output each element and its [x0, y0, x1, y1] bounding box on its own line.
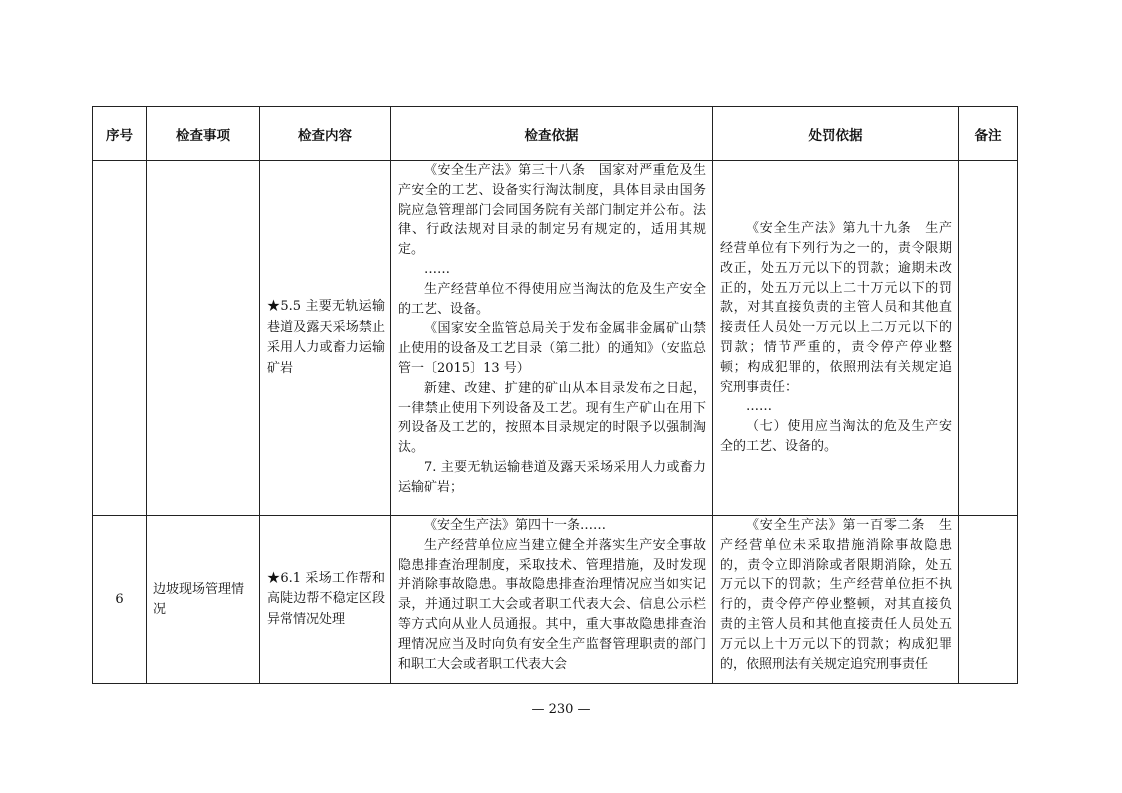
- penalty-paragraph: （七）使用应当淘汰的危及生产安全的工艺、设备的。: [720, 419, 952, 454]
- penalty-paragraph: 《安全生产法》第一百零二条 生产经营单位未采取措施消除事故隐患的，责令立即消除或者限期消除，处五万元以下的罚款；生产经营单位拒不执行的，责令停产停业整顿，对其直接负责的主管人员和其他直接责任人员处五万元以上十万元以下的罚款；构成犯罪的，依照刑法有关规定追究刑事责任: [720, 518, 952, 672]
- penalty-paragraph: 《安全生产法》第九十九条 生产经营单位有下列行为之一的，责令限期改正，处五万元以下的罚款；逾期未改正的，处五万元以上二十万元以下的罚款，对其直接负责的主管人员和其他直接责任人员处一万元以上二万元以下的罚款；情节严重的，责令停产停业整顿；构成犯罪的，依照刑法有关规定追究刑事责任：: [720, 221, 952, 395]
- cell-basis: [391, 161, 713, 516]
- cell-content: [260, 161, 391, 516]
- header-content: 检查内容: [260, 107, 391, 161]
- page-number: — 230 —: [531, 702, 591, 717]
- content-text: ★5.5 主要无轨运输巷道及露天采场禁止采用人力或畜力运输矿岩: [267, 299, 385, 376]
- basis-paragraph: 生产经营单位应当建立健全并落实生产安全事故隐患排查治理制度，采取技术、管理措施，及时发现并消除事故隐患。事故隐患排查治理情况应当如实记录，并通过职工大会或者职工代表大会、信息公示栏等方式向从业人员通报。其中，重大事故隐患排查治理情况应当及时向负有安全生产监督管理职责的部门和职工大会或者职工代表大会: [398, 537, 706, 672]
- cell-penalty: [713, 161, 959, 516]
- penalty-paragraph: ……: [746, 399, 772, 415]
- basis-paragraph: 生产经营单位不得使用应当淘汰的危及生产安全的工艺、设备。: [398, 281, 706, 317]
- cell-content: [260, 516, 391, 684]
- cell-penalty: [713, 516, 959, 684]
- table-row: [93, 516, 1018, 684]
- basis-paragraph: 《安全生产法》第四十一条……: [424, 518, 607, 533]
- table-header-row: [93, 107, 1018, 161]
- content-text: ★6.1 采场工作帮和高陡边帮不稳定区段异常情况处理: [267, 570, 385, 627]
- header-penalty: 处罚依据: [713, 107, 959, 161]
- cell-seq: [93, 161, 147, 516]
- basis-paragraph: 7. 主要无轨运输巷道及露天采场采用人力或畜力运输矿岩；: [398, 459, 706, 495]
- cell-seq: 6: [93, 516, 147, 684]
- cell-basis: [391, 516, 713, 684]
- basis-paragraph: ……: [424, 261, 450, 277]
- header-item: 检查事项: [147, 107, 260, 161]
- basis-paragraph: 《安全生产法》第三十八条 国家对严重危及生产安全的工艺、设备实行淘汰制度，具体目录由国务院应急管理部门会同国务院有关部门制定并公布。法律、行政法规对目录的制定另有规定的，适用其规定。: [398, 163, 706, 258]
- inspection-table: [92, 106, 1018, 684]
- cell-note: [959, 161, 1018, 516]
- basis-paragraph: 新建、改建、扩建的矿山从本目录发布之日起，一律禁止使用下列设备及工艺。现有生产矿山在用下列设备及工艺的，按照本目录规定的时限予以强制淘汰。: [398, 380, 706, 456]
- basis-paragraph: 《国家安全监管总局关于发布金属非金属矿山禁止使用的设备及工艺目录（第二批）的通知》（安监总管一〔2015〕13 号）: [398, 321, 706, 376]
- header-seq: 序号: [93, 107, 147, 161]
- header-basis: 检查依据: [391, 107, 713, 161]
- item-text: 边坡现场管理情况: [153, 581, 245, 617]
- header-note: 备注: [959, 107, 1018, 161]
- cell-item: [147, 516, 260, 684]
- table-row: [93, 161, 1018, 516]
- cell-note: [959, 516, 1018, 684]
- cell-item: [147, 161, 260, 516]
